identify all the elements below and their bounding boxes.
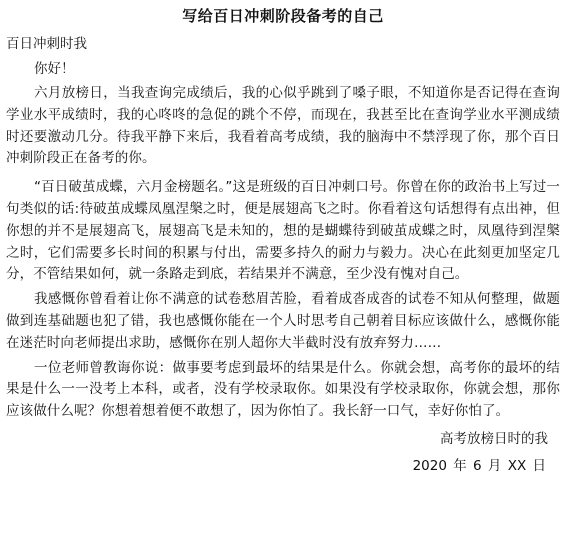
body-paragraph-2: “百日破茧成蝶，六月金榜题名。”这是班级的百日冲刺口号。你曾在你的政治书上写过一句类似的话:待破茧成蝶凤凰涅槃之时，便是展翅高飞之时。你看着这句话想得有点出神，但你想的并不是展翅高飞，展翅高飞是未知的，想的是蝴蝶待到破茧成蝶之时，凤凰待到涅槃之时，它们需要多长时间的积累与付出，需要多持久的耐力与毅力。决心在此刻更加坚定几分，不管结果如何，就一条路走到底，若结果并不满意，至少没有愧对自己。 <box>6 179 560 283</box>
signature: 高考放榜日时的我 <box>440 430 548 447</box>
letter-date: 2020 年 6 月 XX 日 <box>412 457 546 474</box>
salutation: 百日冲刺时我 <box>6 36 87 52</box>
greeting: 你好！ <box>34 61 75 77</box>
body-paragraph-3: 我感慨你曾看着让你不满意的试卷愁眉苦脸，看着成沓成沓的试卷不知从何整理，做题做到连基础题也犯了错，我也感慨你能在一个人时思考自己朝着目标应该做什么，感慨你能在迷茫时向老师提出求助，感慨你在别人超你大半截时没有放弃努力…… <box>6 291 560 351</box>
letter-title: 写给百日冲刺阶段备考的自己 <box>182 7 384 25</box>
body-paragraph-1: 六月放榜日，当我查询完成绩后，我的心似乎跳到了嗓子眼，不知道你是否记得在查询学业水平成绩时，我的心咚咚的急促的跳个不停，而现在，我甚至比在查询学业水平测成绩时还要激动几分。待我平静下来后，我看着高考成绩，我的脑海中不禁浮现了你，那个百日冲刺阶段正在备考的你。 <box>6 85 560 167</box>
body-paragraph-4: 一位老师曾教诲你说：做事要考虑到最坏的结果是什么。你就会想，高考你的最坏的结果是什么一一没考上本科，或者，没有学校录取你。如果没有学校录取你，你就会想，那你应该做什么呢？你想着想着便不敢想了，因为你怕了。我长舒一口气，幸好你怕了。 <box>6 359 560 420</box>
